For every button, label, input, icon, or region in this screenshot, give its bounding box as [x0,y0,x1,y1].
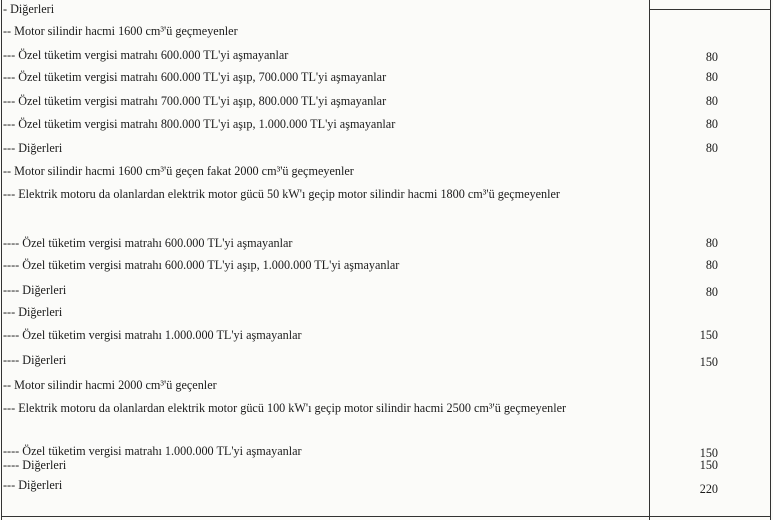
row-description: -- Motor silindir hacmi 1600 cm³'ü geçen fakat 2000 cm³'ü geçmeyenler [3,164,354,178]
row-description: ---- Diğerleri [3,458,67,472]
row-value: 220 [699,482,718,496]
row-value: 80 [705,141,718,155]
row-value: 150 [699,328,718,342]
row-value: 80 [705,236,718,250]
row-description: -- Motor silindir hacmi 1600 cm³'ü geçmeyenler [3,24,238,38]
row-description: --- Diğerleri [3,141,63,155]
row-description: --- Diğerleri [3,305,63,319]
row-description: --- Özel tüketim vergisi matrahı 700.000 TL'yi aşıp, 800.000 TL'yi aşmayanlar [3,94,387,108]
row-description: ---- Özel tüketim vergisi matrahı 600.000 TL'yi aşıp, 1.000.000 TL'yi aşmayanlar [3,258,400,272]
row-value: 80 [705,50,718,64]
row-description: ---- Diğerleri [3,283,67,297]
row-description: ---- Özel tüketim vergisi matrahı 600.000 TL'yi aşmayanlar [3,236,293,250]
row-description: ---- Özel tüketim vergisi matrahı 1.000.000 TL'yi aşmayanlar [3,328,302,342]
row-value: 80 [705,94,718,108]
row-description: ---- Diğerleri [3,353,67,367]
row-value: 80 [705,258,718,272]
row-description: --- Özel tüketim vergisi matrahı 800.000 TL'yi aşıp, 1.000.000 TL'yi aşmayanlar [3,117,396,131]
row-description: --- Elektrik motoru da olanlardan elektrik motor gücü 50 kW'ı geçip motor silindir hacmi 1800 cm³'ü geçmeyenler [3,187,560,201]
row-description: -- Motor silindir hacmi 2000 cm³'ü geçenler [3,378,217,392]
row-description: --- Diğerleri [3,478,63,492]
row-description: --- Elektrik motoru da olanlardan elektrik motor gücü 100 kW'ı geçip motor silindir hacmi 2500 cm³'ü geçmeyenler [3,401,567,415]
row-value: 150 [699,458,718,472]
row-value: 150 [699,355,718,369]
row-description: - Diğerleri [3,2,55,16]
row-description: ---- Özel tüketim vergisi matrahı 1.000.000 TL'yi aşmayanlar [3,444,302,458]
row-value: 80 [705,70,718,84]
row-description: --- Özel tüketim vergisi matrahı 600.000 TL'yi aşmayanlar [3,48,289,62]
row-value: 80 [705,285,718,299]
row-description: --- Özel tüketim vergisi matrahı 600.000 TL'yi aşıp, 700.000 TL'yi aşmayanlar [3,70,387,84]
row-value: 150 [699,446,718,460]
row-value: 80 [705,117,718,131]
